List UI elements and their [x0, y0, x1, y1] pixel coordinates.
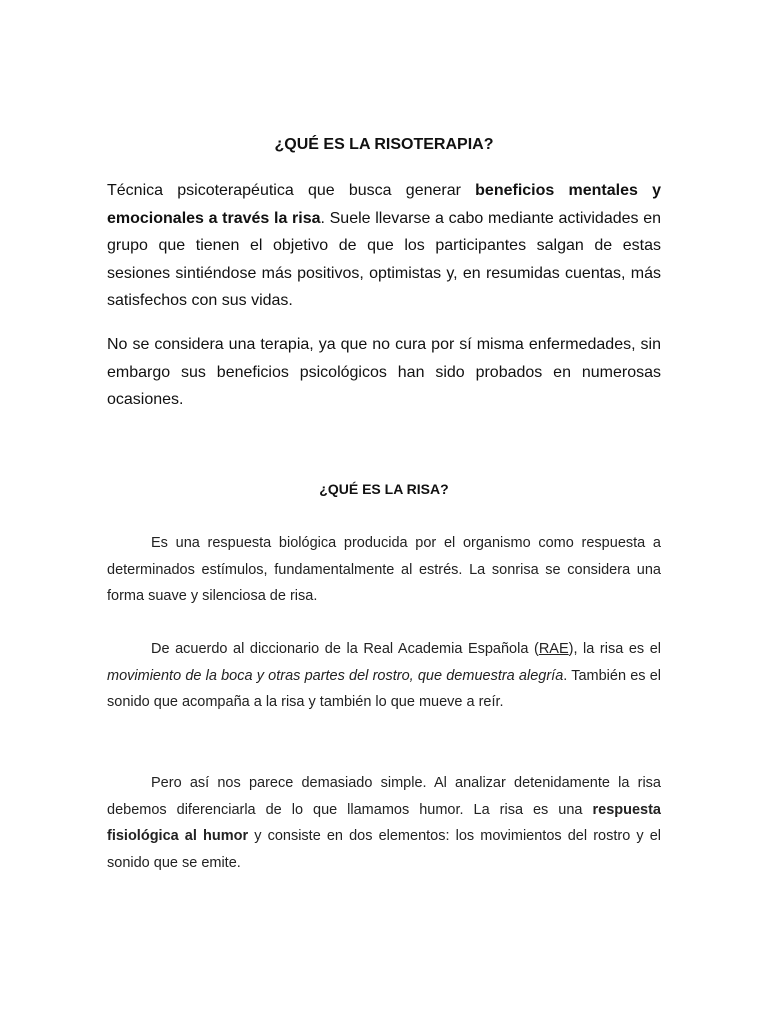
- paragraph-text: Técnica psicoterapéutica que busca generar: [107, 182, 476, 199]
- paragraph-risa-definition: Es una respuesta biológica producida por el organismo como respuesta a determinados estímulos, fundamentalmente al estrés. La sonrisa se considera una forma suave y silenciosa de risa.: [107, 535, 661, 605]
- bold-text: respuesta fisiológica al humor: [107, 801, 661, 845]
- paragraph-rae: [107, 636, 661, 716]
- rae-link[interactable]: RAE: [538, 641, 569, 657]
- paragraph-text: . Suele llevarse a cabo mediante actividades en grupo que tienen el objetivo de que los participantes salgan de estas sesiones sintiéndose más positivos, optimistas y, en resumidas cuentas, más satisfechos con sus vidas.: [107, 209, 661, 309]
- paragraph-text: De acuerdo al diccionario de la Real Academia Española (: [151, 641, 539, 657]
- paragraph-text: ), la risa es el: [568, 641, 661, 657]
- section-title: ¿QUÉ ES LA RISA?: [319, 481, 449, 497]
- paragraph-humor: [107, 770, 661, 876]
- paragraph-text: Pero así nos parece demasiado simple. Al analizar detenidamente la risa debemos diferenciarla de lo que llamamos humor. La risa es una: [107, 775, 661, 818]
- paragraph-definition: [107, 177, 661, 315]
- page-title: ¿QUÉ ES LA RISOTERAPIA?: [274, 136, 494, 153]
- bold-text: beneficios mentales y emocionales a través la risa: [107, 182, 661, 227]
- italic-definition: movimiento de la boca y otras partes del rostro, que demuestra alegría: [107, 667, 564, 684]
- paragraph-not-therapy: No se considera una terapia, ya que no cura por sí misma enfermedades, sin embargo sus beneficios psicológicos han sido probados en numerosas ocasiones.: [107, 336, 661, 408]
- paragraph-text: y consiste en dos elementos: los movimientos del rostro y el sonido que se emite.: [107, 828, 661, 871]
- paragraph-text: . También es el sonido que acompaña a la risa y también lo que mueve a reír.: [107, 667, 661, 711]
